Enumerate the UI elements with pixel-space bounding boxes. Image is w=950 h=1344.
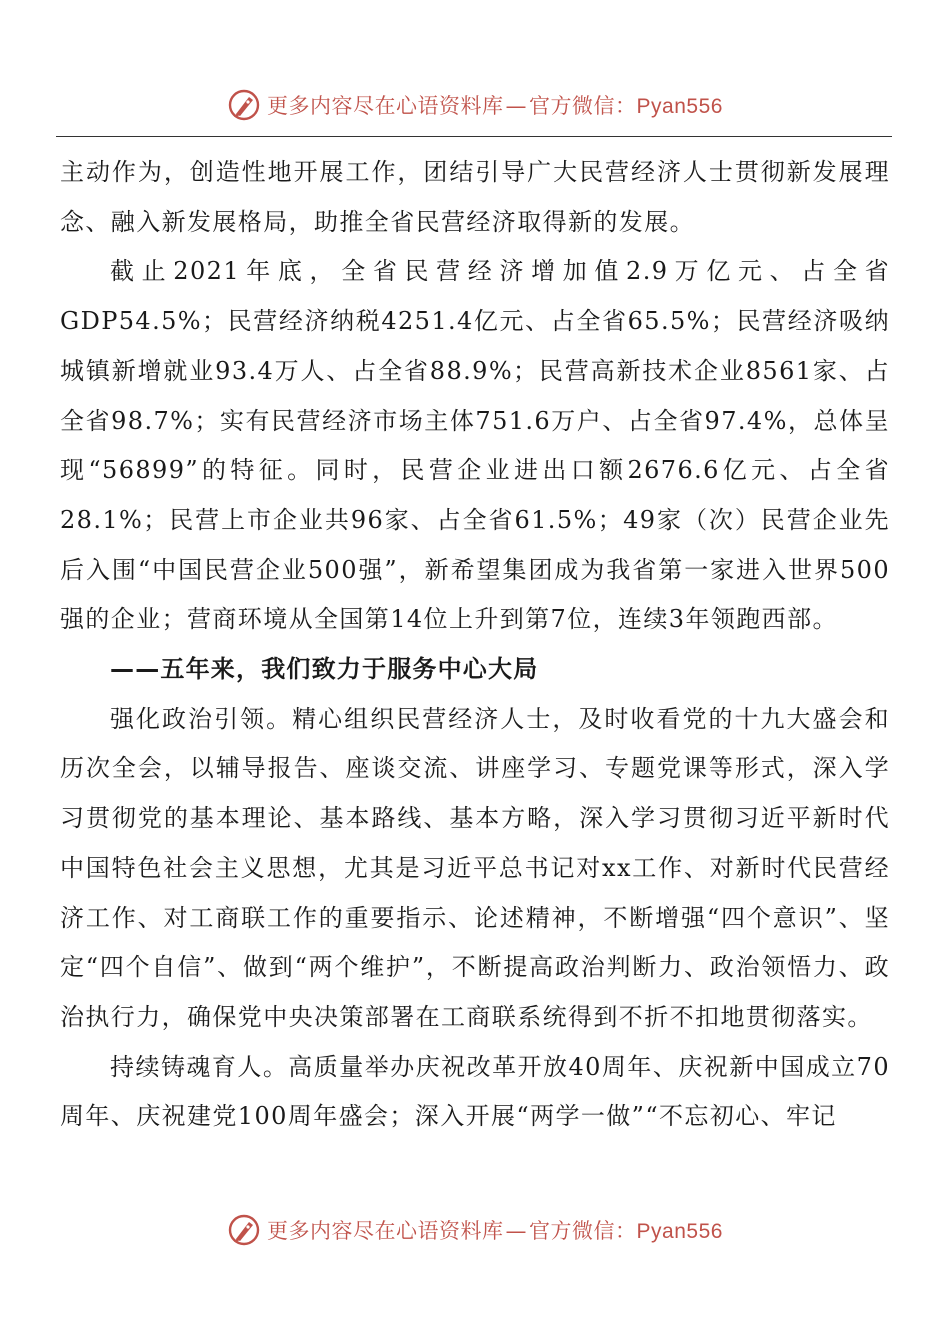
- footer-watermark: [0, 1210, 950, 1250]
- document-body: [60, 148, 890, 1142]
- paragraph-soul-building: 持续铸魂育人。高质量举办庆祝改革开放40周年、庆祝新中国成立70周年、庆祝建党100周年盛会；深入开展“两学一做”“不忘初心、牢记: [60, 1052, 890, 1131]
- header-watermark: [0, 85, 950, 125]
- watermark-separator: —: [505, 94, 528, 118]
- watermark-wechat-id: Pyan556: [636, 95, 723, 118]
- paragraph-continuation: 主动作为，创造性地开展工作，团结引导广大民营经济人士贯彻新发展理念、融入新发展格局，助推全省民营经济取得新的发展。: [60, 158, 890, 236]
- watermark-brand: 更多内容尽在心语资料库: [267, 1219, 504, 1243]
- pen-nib-circle-icon: [227, 88, 261, 122]
- header-divider: [56, 136, 892, 137]
- paragraph-statistics: 截止2021年底，全省民营经济增加值2.9万亿元、占全省GDP54.5%；民营经济纳税4251.4亿元、占全省65.5%；民营经济吸纳城镇新增就业93.4万人、占全省88.9%；民营高新技术企业8561家、占全省98.7%；实有民营经济市场主体751.6万户、占全省97.4%，总体呈现“56899”的特征。同时，民营企业进出口额2676.6亿元、占全省28.1%；民营上市企业共96家、占全省61.5%；49家（次）民营企业先后入围“中国民营企业500强”，新希望集团成为我省第一家进入世界500强的企业；营商环境从全国第14位上升到第7位，连续3年领跑西部。: [60, 257, 890, 634]
- paragraph-political-guidance: 强化政治引领。精心组织民营经济人士，及时收看党的十九大盛会和历次全会，以辅导报告、座谈交流、讲座学习、专题党课等形式，深入学习贯彻党的基本理论、基本路线、基本方略，深入学习贯彻习近平新时代中国特色社会主义思想，尤其是习近平总书记对xx工作、对新时代民营经济工作、对工商联工作的重要指示、论述精神，不断增强“四个意识”、坚定“四个自信”、做到“两个维护”，不断提高政治判断力、政治领悟力、政治执行力，确保党中央决策部署在工商联系统得到不折不扣地贯彻落实。: [60, 704, 890, 1031]
- pen-nib-circle-icon: [227, 1213, 261, 1247]
- watermark-wechat-id: Pyan556: [636, 1220, 723, 1243]
- watermark-brand: 更多内容尽在心语资料库: [267, 94, 504, 118]
- watermark-separator: —: [505, 1219, 528, 1243]
- watermark-label: 官方微信：: [529, 1219, 637, 1243]
- watermark-label: 官方微信：: [529, 94, 637, 118]
- section-heading: ——五年来，我们致力于服务中心大局: [110, 655, 539, 684]
